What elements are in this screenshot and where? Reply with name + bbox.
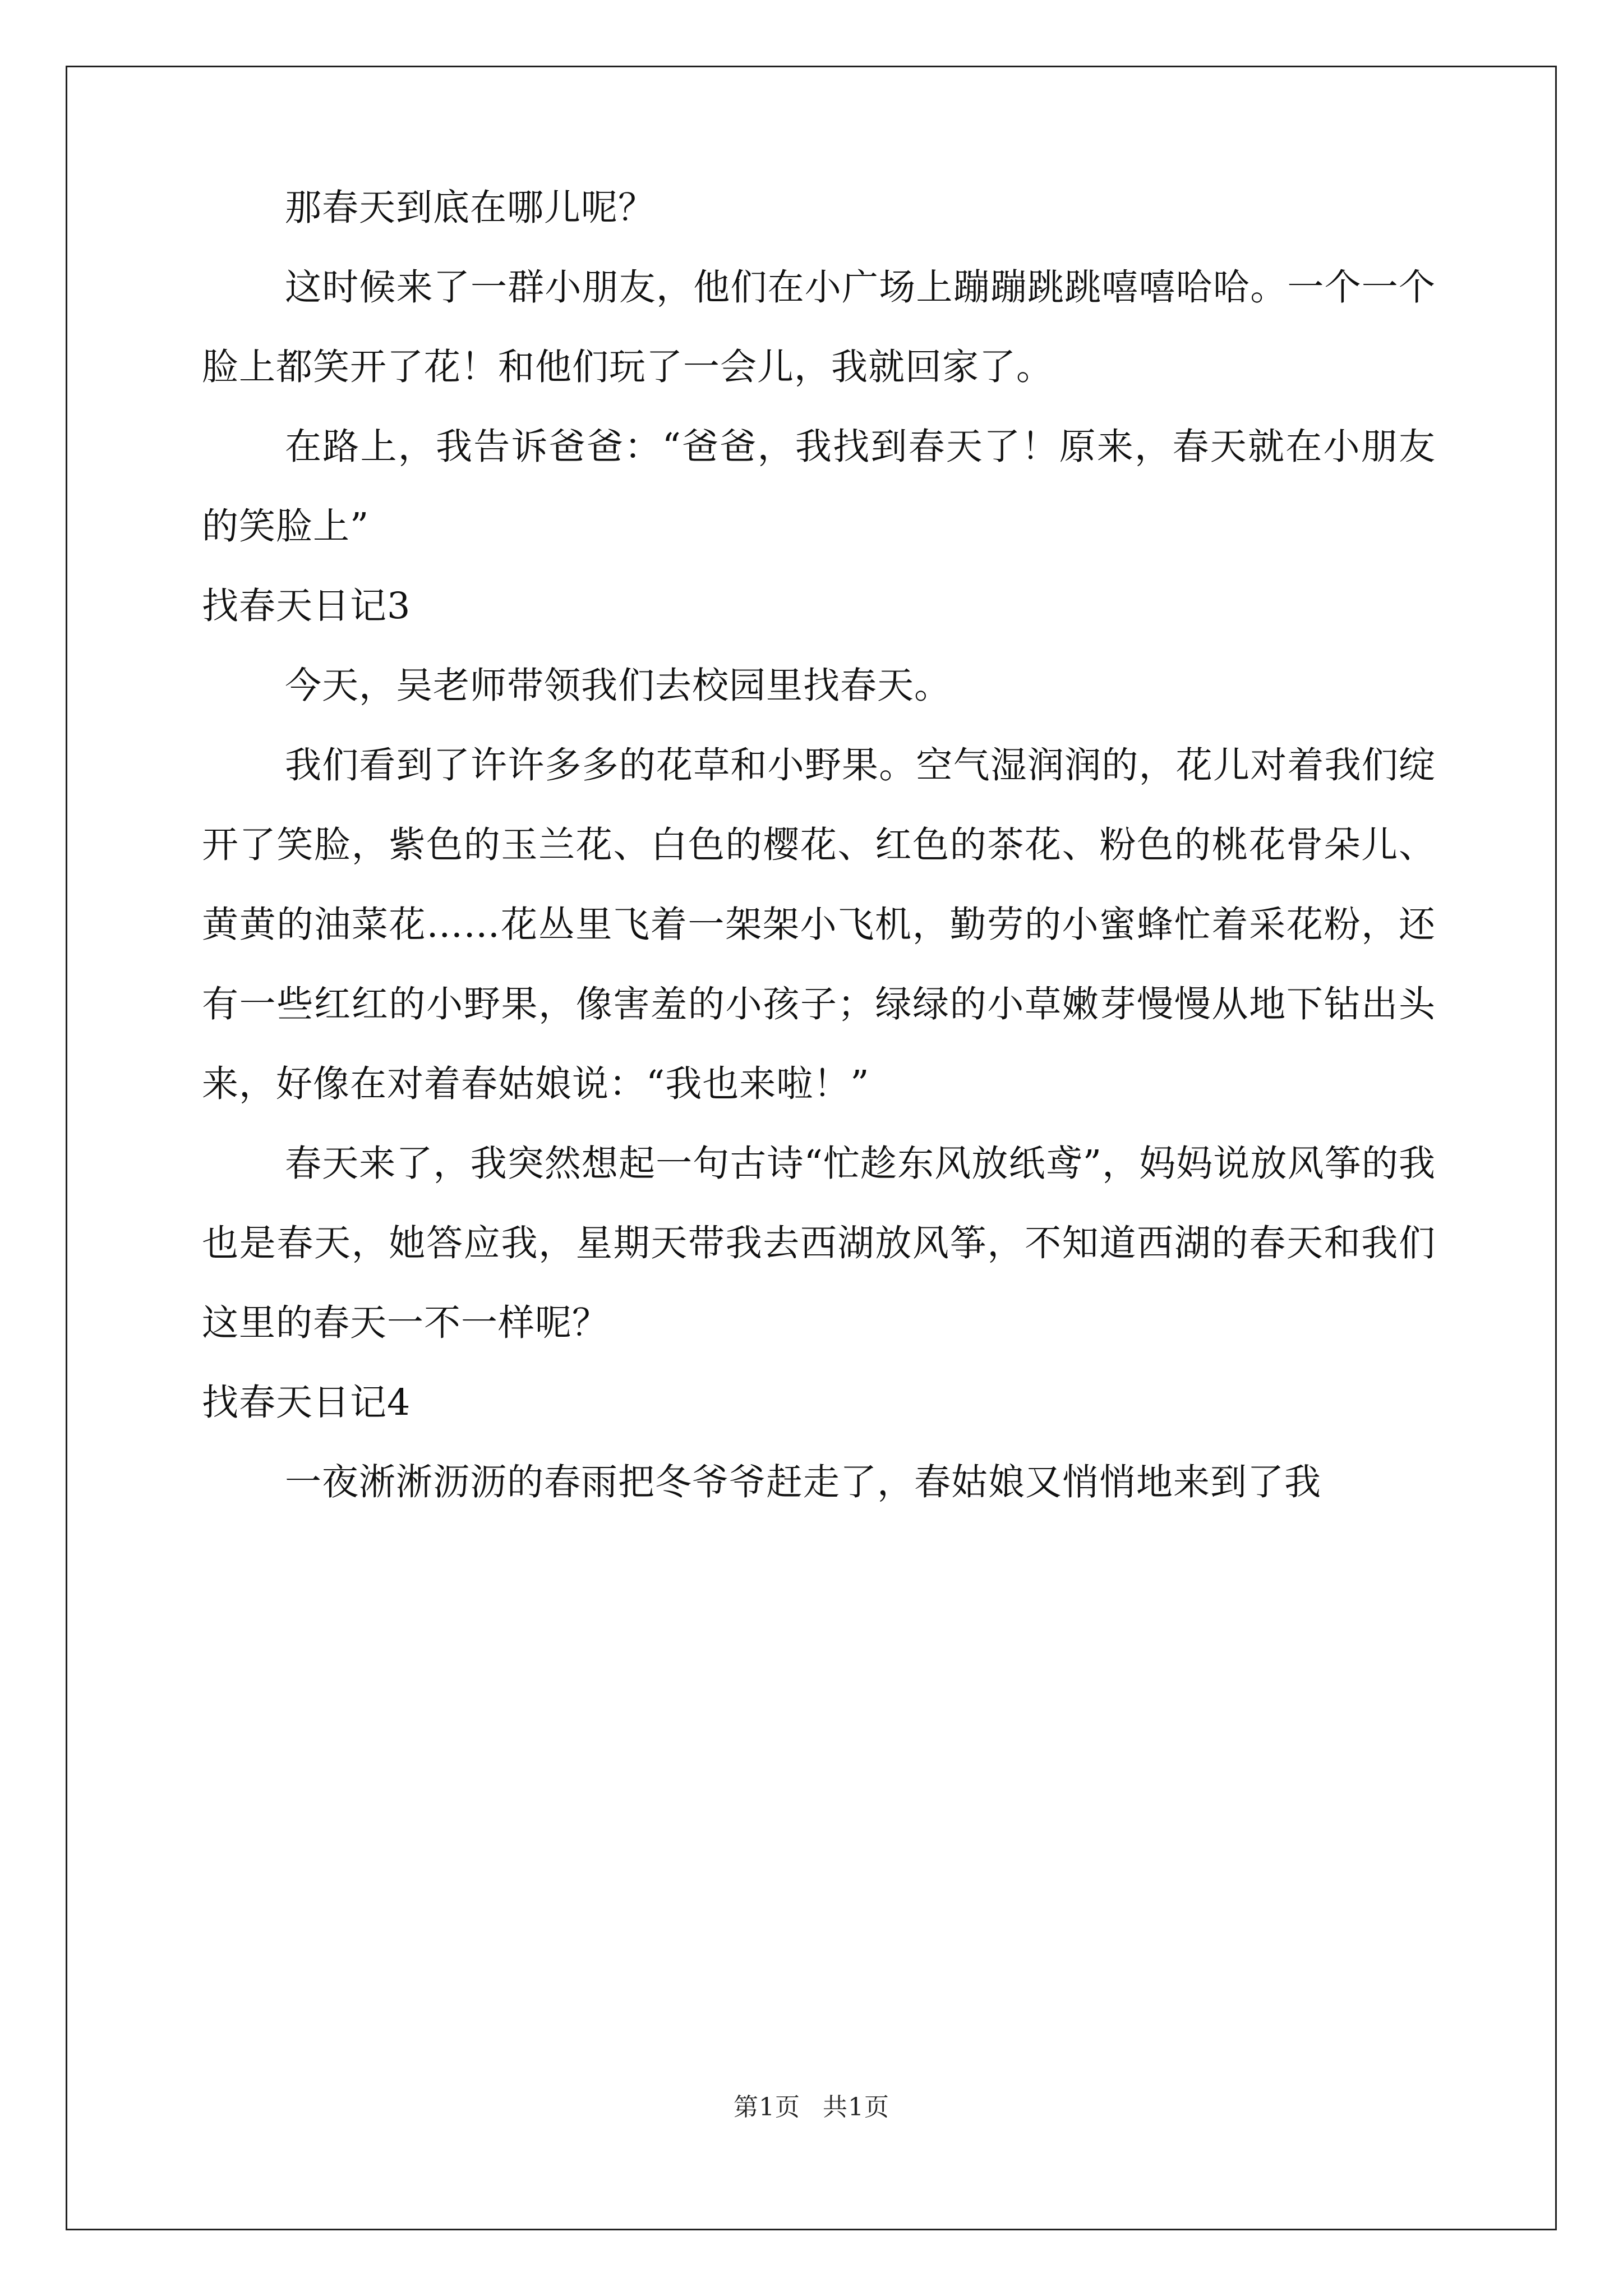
paragraph: 我们看到了许许多多的花草和小野果。空气湿润润的，花儿对着我们绽开了笑脸，紫色的玉兰花、白色的樱花、红色的茶花、粉色的桃花骨朵儿、黄黄的油菜花……花丛里飞着一架架小飞机，勤劳的小蜜蜂忙着采花粉，还有一些红红的小野果，像害羞的小孩子；绿绿的小草嫩芽慢慢从地下钻出头来，好像在对着春姑娘说：“我也来啦！” <box>202 744 1436 1105</box>
page-total: 共1页 <box>823 2093 889 2122</box>
paragraph: 春天来了，我突然想起一句古诗“忙趁东风放纸鸢”，妈妈说放风筝的我也是春天，她答应我，星期天带我去西湖放风筝，不知道西湖的春天和我们这里的春天一不一样呢？ <box>202 1143 1436 1344</box>
document-body <box>202 168 1436 1522</box>
paragraph: 这时候来了一群小朋友，他们在小广场上蹦蹦跳跳嘻嘻哈哈。一个一个脸上都笑开了花！和他们玩了一会儿，我就回家了。 <box>202 266 1436 388</box>
section-heading: 找春天日记4 <box>202 1382 411 1424</box>
paragraph: 一夜淅淅沥沥的春雨把冬爷爷赶走了，春姑娘又悄悄地来到了我 <box>285 1461 1322 1503</box>
paragraph: 那春天到底在哪儿呢？ <box>285 187 656 229</box>
section-heading: 找春天日记3 <box>202 585 411 627</box>
paragraph: 今天，吴老师带领我们去校园里找春天。 <box>285 665 952 707</box>
paragraph: 在路上，我告诉爸爸：“爸爸，我找到春天了！原来，春天就在小朋友的笑脸上” <box>202 426 1436 547</box>
page-footer <box>0 2087 1623 2123</box>
page-number: 第1页 <box>734 2093 800 2122</box>
